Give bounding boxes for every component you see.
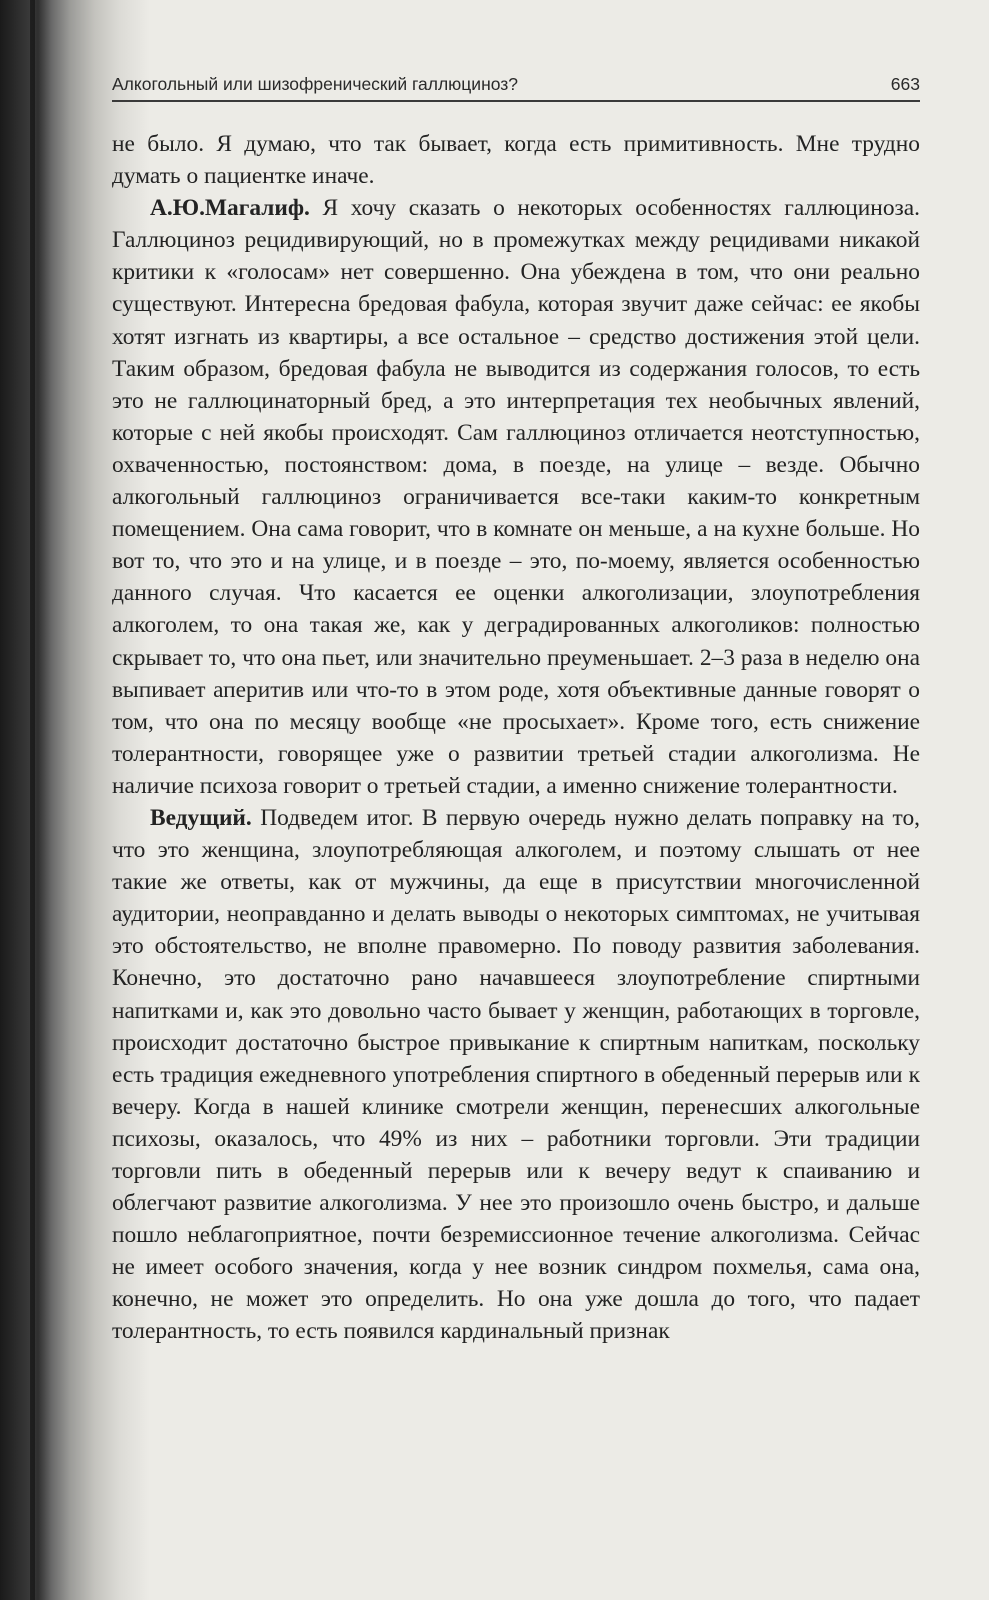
page-number: 663	[890, 74, 920, 94]
speaker-name: Ведущий.	[150, 804, 252, 831]
running-title: Алкогольный или шизофренический галлюциноз?	[112, 74, 519, 94]
body-text	[112, 128, 920, 1348]
paragraph-magalif	[112, 192, 920, 802]
paragraph-continued	[112, 128, 920, 192]
paragraph-text: Подведем итог. В первую очередь нужно делать поправку на то, что это женщина, злоупотребляющая алкоголем, и поэтому слышать от нее такие же ответы, как от мужчины, да еще в присутствии многочисленной аудитории, неоправданно и делать выводы о некоторых симптомах, не учитывая это обстоятельство, не вполне правомерно. По поводу развития заболевания. Конечно, это достаточно рано начавшееся злоупотребление спиртными напитками и, как это довольно часто бывает у женщин, работающих в торговле, происходит достаточно быстрое привыкание к спиртным напиткам, поскольку есть традиция ежедневного употребления спиртного в обеденный перерыв или к вечеру. Когда в нашей клинике смотрели женщин, перенесших алкогольные психозы, оказалось, что 49% из них – работники торговли. Эти традиции торговли пить в обеденный перерыв или к вечеру ведут к спаиванию и облегчают развитие алкоголизма. У нее это произошло очень быстро, и дальше пошло неблагоприятное, почти безремиссионное течение алкоголизма. Сейчас не имеет особого значения, когда у нее возник синдром похмелья, сама она, конечно, не может это определить. Но она уже дошла до того, что падает толерантность, то есть появился кардинальный признак	[112, 804, 920, 1345]
paragraph-moderator	[112, 802, 920, 1348]
page-header	[112, 70, 920, 102]
paragraph-text: не было. Я думаю, что так бывает, когда есть примитивность. Мне трудно думать о пациентке иначе.	[112, 131, 920, 190]
paragraph-text: Я хочу сказать о некоторых особенностях галлюциноза. Галлюциноз рецидивирующий, но в промежутках между рецидивами никакой критики к «голосам» нет совершенно. Она убеждена в том, что они реально существуют. Интересна бредовая фабула, которая звучит даже сейчас: ее якобы хотят изгнать из квартиры, а все остальное – средство достижения этой цели. Таким образом, бредовая фабула не выводится из содержания голосов, то есть это не галлюцинаторный бред, а это интерпретация тех необычных явлений, которые с ней якобы происходят. Сам галлюциноз отличается неотступностью, охваченностью, постоянством: дома, в поезде, на улице – везде. Обычно алкогольный галлюциноз ограничивается все-таки каким-то конкретным помещением. Она сама говорит, что в комнате он меньше, а на кухне больше. Но вот то, что это и на улице, и в поезде – это, по-моему, является особенностью данного случая. Что касается ее оценки алкоголизации, злоупотребления алкоголем, то она такая же, как у деградированных алкоголиков: полностью скрывает то, что она пьет, или значительно преуменьшает. 2–3 раза в неделю она выпивает аперитив или что-то в этом роде, хотя объективные данные говорят о том, что она по месяцу вообще «не просыхает». Кроме того, есть снижение толерантности, говорящее уже о развитии третьей стадии алкоголизма. Не наличие психоза говорит о третьей стадии, а именно снижение толерантности.	[112, 195, 920, 799]
speaker-name: А.Ю.Магалиф.	[150, 195, 310, 222]
